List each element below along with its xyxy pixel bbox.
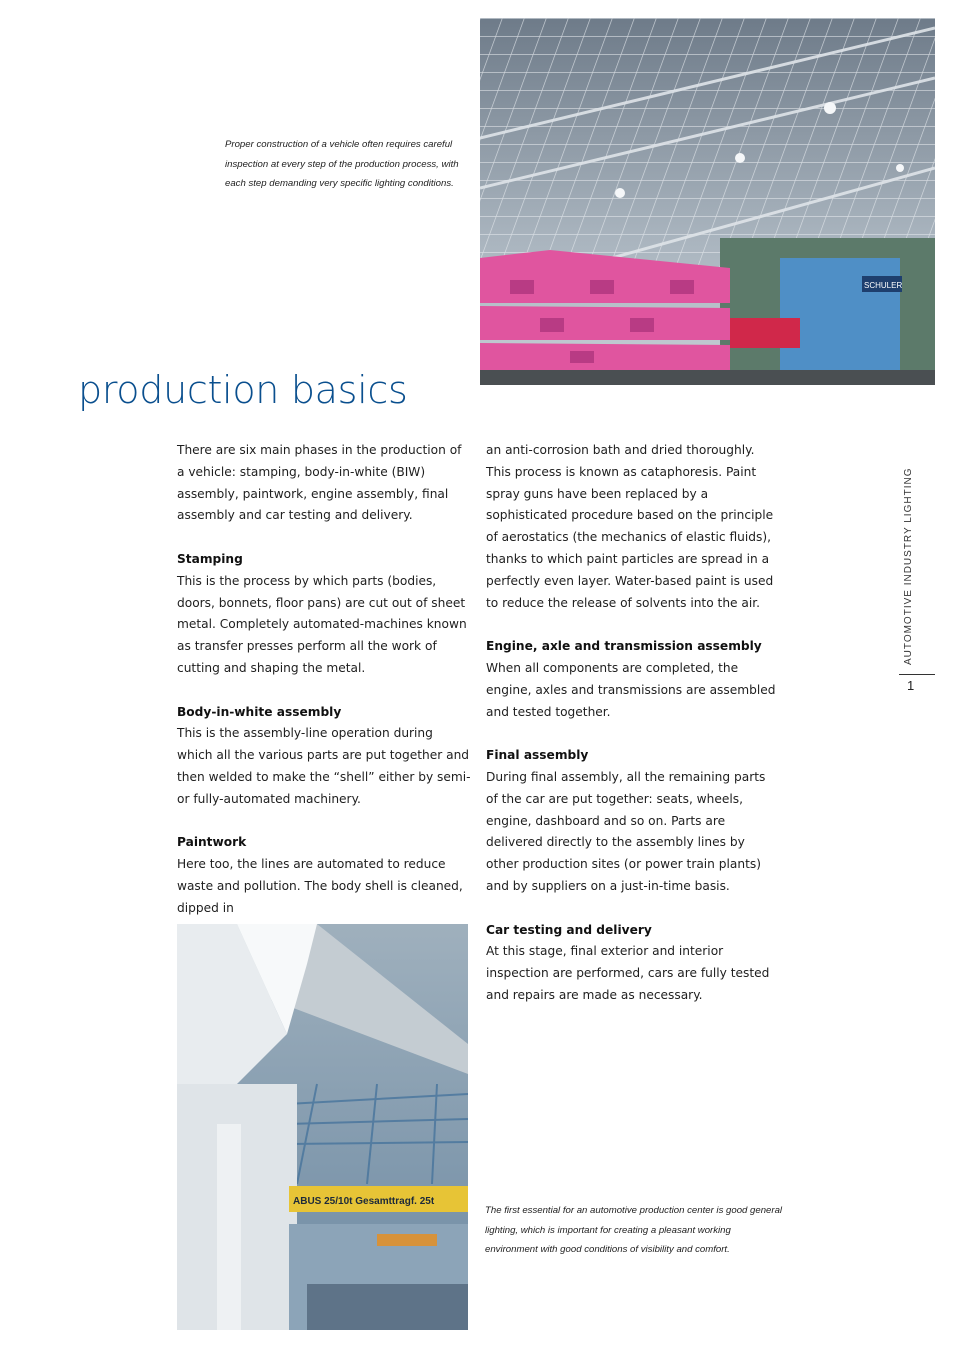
press-nameplate: SCHULER bbox=[864, 281, 903, 290]
section-label: AUTOMOTIVE INDUSTRY LIGHTING bbox=[903, 467, 914, 665]
bottom-photo-caption: The first essential for an automotive production center is good general lighting, which is important for creating a pleasant working environment with good conditions of visibility and comfort. bbox=[485, 1205, 783, 1255]
final-assembly-text: During final assembly, all the remaining parts of the car are put together: seats, wheels, engine, dashboard and so on. Parts are delivered directly to the assembly lines by other production sites (or power train plants) and by suppliers on a just-in-time basis. bbox=[486, 769, 766, 893]
testing-section bbox=[486, 920, 776, 1007]
assembly-hall-photo bbox=[177, 924, 468, 1330]
testing-heading: Car testing and delivery bbox=[486, 922, 652, 937]
page-title: production basics bbox=[78, 368, 408, 412]
biw-text: This is the assembly-line operation during which all the various parts are put together and then welded to make the “shell” either by semi- or fully-automated machinery. bbox=[177, 726, 471, 806]
left-text-column bbox=[177, 440, 472, 920]
intro-paragraph: There are six main phases in the production of a vehicle: stamping, body-in-white (BIW) assembly, paintwork, engine assembly, final assembly and car testing and delivery. bbox=[177, 443, 462, 523]
press-hall-photo bbox=[480, 18, 935, 385]
page-number: 1 bbox=[907, 678, 915, 693]
testing-text: At this stage, final exterior and interior inspection are performed, cars are fully tested and repairs are made as necessary. bbox=[486, 944, 770, 1002]
paintwork-continued: an anti-corrosion bath and dried thoroughly. This process is known as cataphoresis. Paint spray guns have been replaced by a sophisticated procedure based on the principle of aerostatics (the mechanics of elastic fluids), thanks to which paint particles are spread in a perfectly even layer. Water-based paint is used to reduce the release of solvents into the air. bbox=[486, 443, 774, 610]
top-photo-caption: Proper construction of a vehicle often requires careful inspection at every step of the production process, with each step demanding very specific lighting conditions. bbox=[225, 139, 459, 189]
final-assembly-section bbox=[486, 745, 776, 898]
biw-section bbox=[177, 702, 472, 811]
biw-heading: Body-in-white assembly bbox=[177, 704, 342, 719]
engine-section bbox=[486, 636, 776, 723]
paintwork-heading: Paintwork bbox=[177, 835, 247, 850]
sidebar-divider bbox=[899, 674, 935, 675]
engine-text: When all components are completed, the engine, axles and transmissions are assembled and tested together. bbox=[486, 660, 776, 719]
paintwork-section bbox=[177, 832, 472, 919]
engine-heading: Engine, axle and transmission assembly bbox=[486, 639, 762, 654]
stamping-heading: Stamping bbox=[177, 551, 243, 566]
paintwork-text: Here too, the lines are automated to reduce waste and pollution. The body shell is cleaned, dipped in bbox=[177, 857, 463, 915]
stamping-text: This is the process by which parts (bodies, doors, bonnets, floor pans) are cut out of sheet metal. Completely automated-machines known as transfer presses perform all the work of cutting and shaping the metal. bbox=[177, 573, 467, 675]
stamping-section bbox=[177, 549, 472, 680]
right-text-column bbox=[486, 440, 776, 1007]
crane-sign: ABUS 25/10t Gesamttragf. 25t bbox=[293, 1196, 435, 1207]
final-assembly-heading: Final assembly bbox=[486, 748, 589, 763]
